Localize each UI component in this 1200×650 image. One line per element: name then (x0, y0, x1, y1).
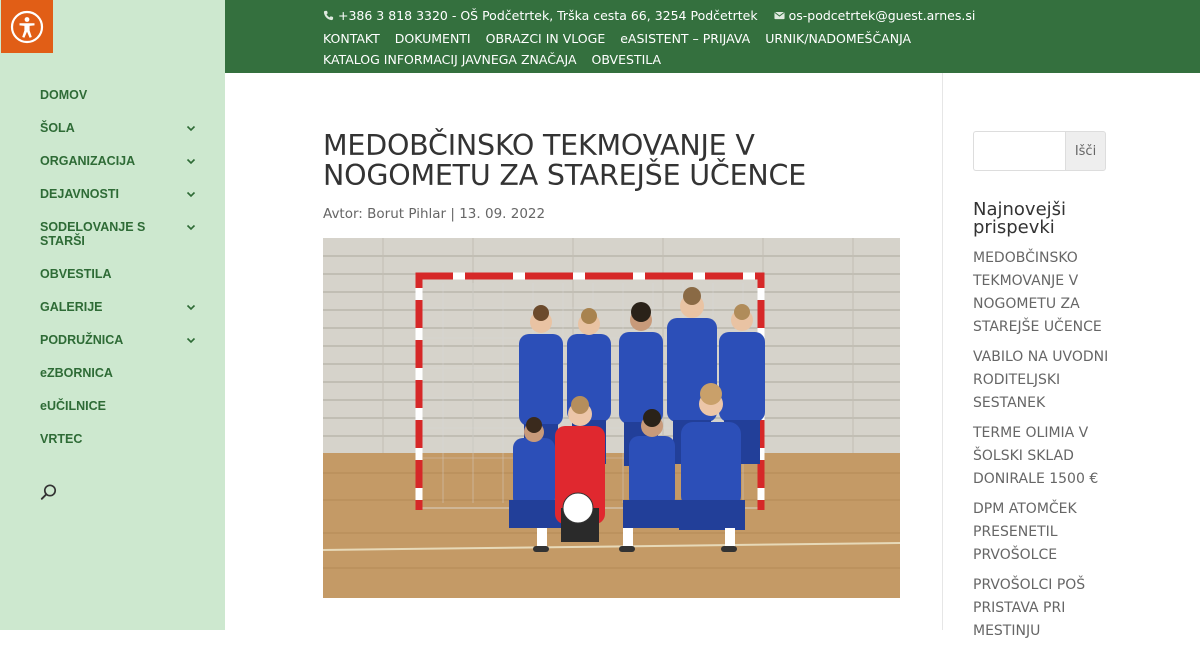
nav-item[interactable] (40, 121, 205, 135)
author-link[interactable]: Borut Pihlar (367, 206, 447, 222)
email-link[interactable]: os-podcetrtek@guest.arnes.si (788, 8, 976, 23)
top-navigation (323, 28, 943, 70)
nav-item[interactable] (40, 300, 205, 314)
phone-icon (323, 10, 334, 21)
top-bar (225, 0, 1200, 73)
post-date: 13. 09. 2022 (459, 206, 546, 222)
recent-posts-list (973, 247, 1113, 650)
contact-line (323, 8, 975, 23)
top-nav-link[interactable]: OBRAZCI IN VLOGE (485, 31, 606, 46)
chevron-down-icon[interactable] (185, 188, 197, 200)
nav-item-label: SODELOVANJE S STARŠI (40, 220, 146, 248)
left-sidebar (0, 0, 225, 630)
nav-item-label: GALERIJE (40, 300, 103, 314)
chevron-down-icon[interactable] (185, 122, 197, 134)
recent-post-link[interactable]: TERME OLIMIA V ŠOLSKI SKLAD DONIRALE 1500 € (973, 425, 1099, 487)
chevron-down-icon[interactable] (185, 301, 197, 313)
nav-item[interactable] (40, 333, 205, 347)
sidebar-search-form (973, 131, 1106, 171)
nav-item[interactable] (40, 399, 205, 413)
recent-post-link[interactable]: VABILO NA UVODNI RODITELJSKI SESTANEK (973, 349, 1109, 411)
top-nav-link[interactable]: KONTAKT (323, 31, 380, 46)
nav-item-label: PODRUŽNICA (40, 333, 124, 347)
recent-post-link[interactable]: MEDOBČINSKO TEKMOVANJE V NOGOMETU ZA STAREJŠE UČENCE (973, 250, 1102, 335)
recent-posts-heading: Najnovejši prispevki (973, 199, 1067, 238)
top-nav-link[interactable]: eASISTENT – PRIJAVA (620, 31, 751, 46)
recent-post-link[interactable]: DPM ATOMČEK PRESENETIL PRVOŠOLCE (973, 501, 1077, 563)
nav-item-label: VRTEC (40, 432, 83, 446)
email-icon (774, 10, 785, 21)
chevron-down-icon[interactable] (185, 221, 197, 233)
top-nav-link[interactable]: URNIK/NADOMEŠČANJA (765, 31, 912, 46)
top-nav-link[interactable]: KATALOG INFORMACIJ JAVNEGA ZNAČAJA (323, 52, 577, 67)
chevron-down-icon[interactable] (185, 155, 197, 167)
sidebar-divider (942, 73, 943, 630)
post-meta (323, 206, 903, 222)
accessibility-button[interactable] (1, 0, 53, 53)
post-title: MEDOBČINSKO TEKMOVANJE V NOGOMETU ZA STAREJŠE UČENCE (323, 129, 807, 192)
author-prefix: Avtor: (323, 206, 368, 222)
nav-item-label: eUČILNICE (40, 399, 106, 413)
sidebar-search-input[interactable] (973, 131, 1065, 171)
phone-address-text: +386 3 818 3320 - OŠ Podčetrtek, Trška cesta 66, 3254 Podčetrtek (338, 8, 758, 23)
nav-item[interactable] (40, 220, 205, 248)
nav-item[interactable] (40, 187, 205, 201)
recent-post-link[interactable]: PRVOŠOLCI POŠ PRISTAVA PRI MESTINJU (973, 577, 1086, 639)
nav-item[interactable] (40, 267, 205, 281)
nav-item[interactable] (40, 432, 205, 446)
nav-item-label: eZBORNICA (40, 366, 113, 380)
nav-item[interactable] (40, 88, 205, 102)
nav-item-label: DEJAVNOSTI (40, 187, 119, 201)
nav-item-label: OBVESTILA (40, 267, 112, 281)
search-icon[interactable] (40, 483, 58, 501)
main-navigation (40, 88, 215, 465)
sidebar-search-button[interactable]: Išči (1065, 131, 1106, 171)
top-nav-link[interactable]: DOKUMENTI (394, 31, 471, 46)
top-nav-link[interactable]: OBVESTILA (591, 52, 662, 67)
nav-item-label: ŠOLA (40, 121, 75, 135)
nav-item[interactable] (40, 366, 205, 380)
nav-item-label: ORGANIZACIJA (40, 154, 136, 168)
accessibility-icon (10, 10, 44, 44)
chevron-down-icon[interactable] (185, 334, 197, 346)
meta-separator: | (446, 206, 460, 222)
post-content (323, 73, 903, 598)
nav-item[interactable] (40, 154, 205, 168)
nav-item-label: DOMOV (40, 88, 88, 102)
post-featured-image[interactable] (323, 238, 900, 598)
